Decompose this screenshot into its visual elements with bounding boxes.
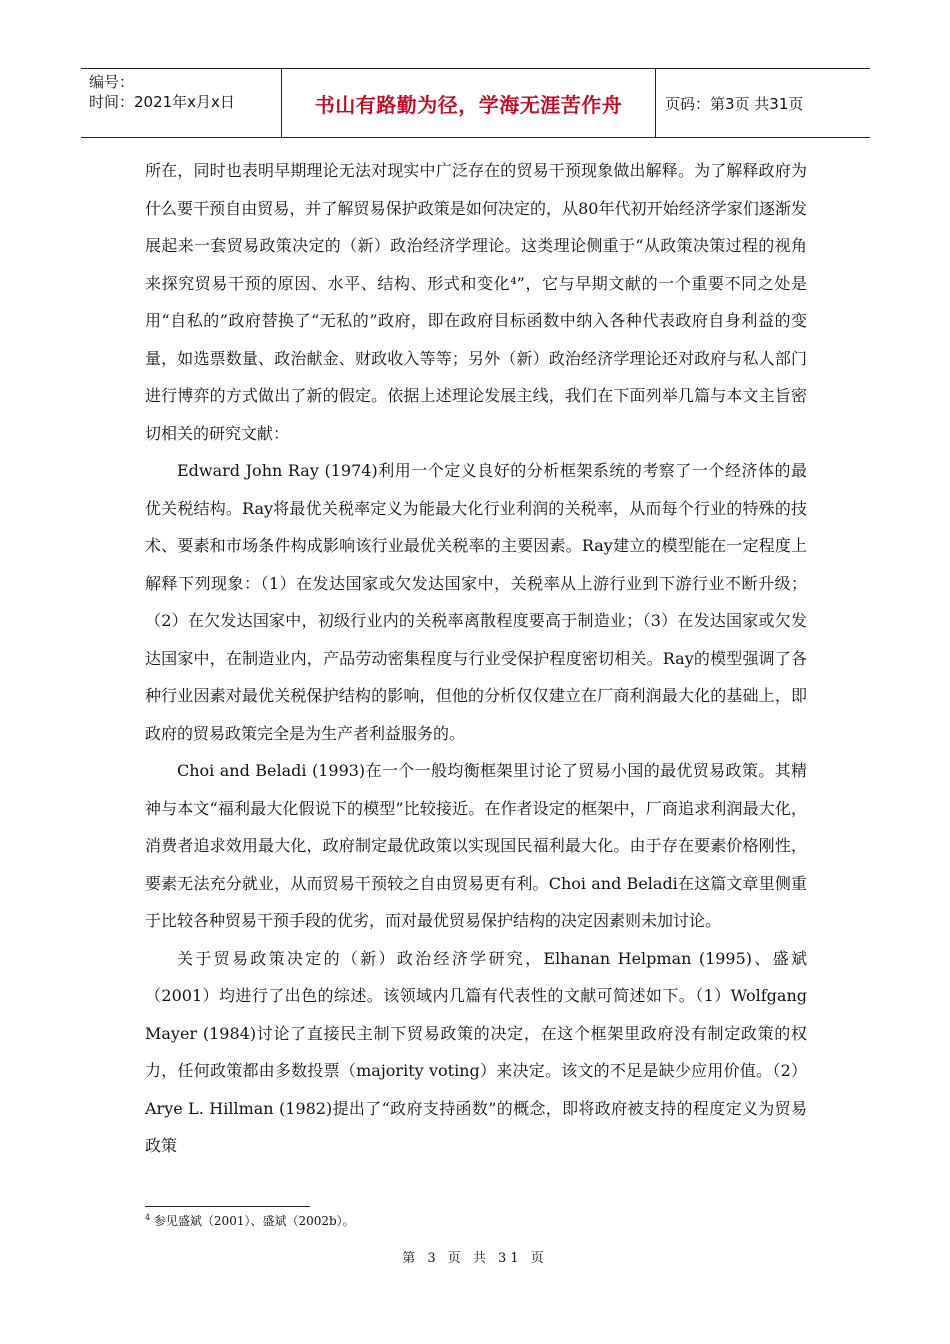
footnote — [145, 1212, 355, 1229]
header-page-info: 页码：第3页 共31页 — [665, 94, 804, 113]
footnote-text: 参见盛斌（2001）、盛斌（2002b）。 — [153, 1214, 355, 1228]
header-meta-cell — [81, 69, 282, 137]
footnote-separator — [145, 1206, 310, 1207]
paragraph-continued: 所在，同时也表明早期理论无法对现实中广泛存在的贸易干预现象做出解释。为了解释政府为什么要干预自由贸易，并了解贸易保护政策是如何决定的，从80年代初开始经济学家们逐渐发展起来一套贸易政策决定的（新）政治经济学理论。这类理论侧重于“从政策决策过程的视角来探究贸易干预的原因、水平、结构、形式和变化⁴”，它与早期文献的一个重要不同之处是用“自私的”政府替换了“无私的”政府，即在政府目标函数中纳入各种代表政府自身利益的变量，如选票数量、政治献金、财政收入等等；另外（新）政治经济学理论还对政府与私人部门进行博弈的方式做出了新的假定。依据上述理论发展主线，我们在下面列举几篇与本文主旨密切相关的研究文献： — [145, 161, 807, 443]
page-footer — [0, 1247, 950, 1266]
page-header — [81, 68, 870, 138]
header-motto-cell — [282, 69, 656, 137]
header-page-cell — [656, 69, 870, 137]
document-time-label: 时间：2021年x月x日 — [89, 93, 235, 111]
paragraph-ray: Edward John Ray (1974)利用一个定义良好的分析框架系统的考察了一个经济体的最优关税结构。Ray将最优关税率定义为能最大化行业利润的关税率，从而每个行业的特殊的技术、要素和市场条件构成影响该行业最优关税率的主要因素。Ray建立的模型能在一定程度上解释下列现象：（1）在发达国家或欠发达国家中，关税率从上游行业到下游行业不断升级；（2）在欠发达国家中，初级行业内的关税率离散程度要高于制造业；（3）在发达国家或欠发达国家中，在制造业内，产品劳动密集程度与行业受保护程度密切相关。Ray的模型强调了各种行业因素对最优关税保护结构的影响，但他的分析仅仅建立在厂商利润最大化的基础上，即政府的贸易政策完全是为生产者利益服务的。 — [145, 461, 807, 743]
paragraph-choi-beladi: Choi and Beladi (1993)在一个一般均衡框架里讨论了贸易小国的最优贸易政策。其精神与本文“福利最大化假说下的模型”比较接近。在作者设定的框架中，厂商追求利润最大化，消费者追求效用最大化，政府制定最优政策以实现国民福利最大化。由于存在要素价格刚性，要素无法充分就业，从而贸易干预较之自由贸易更有利。Choi and Beladi在这篇文章里侧重于比较各种贸易干预手段的优劣，而对最优贸易保护结构的决定因素则未加讨论。 — [145, 761, 807, 930]
header-motto: 书山有路勤为径，学海无涯苦作舟 — [314, 92, 623, 117]
footer-page-number: 第 3 页 共 31 页 — [402, 1251, 548, 1266]
footnote-mark: 4 — [145, 1213, 151, 1222]
paragraph-political-economy: 关于贸易政策决定的（新）政治经济学研究，Elhanan Helpman (1995)、盛斌（2001）均进行了出色的综述。该领域内几篇有代表性的文献可简述如下。（1）Wolfgang Mayer (1984)讨论了直接民主制下贸易政策的决定，在这个框架里政府没有制定政策的权力，任何政策都由多数投票（majority voting）来决定。该文的不足是缺少应用价值。（2）Arye L. Hillman (1982)提出了“政府支持函数”的概念，即将政府被支持的程度定义为贸易政策 — [145, 948, 807, 1155]
body-text — [145, 152, 807, 1165]
document-number-label: 编号： — [89, 73, 135, 91]
